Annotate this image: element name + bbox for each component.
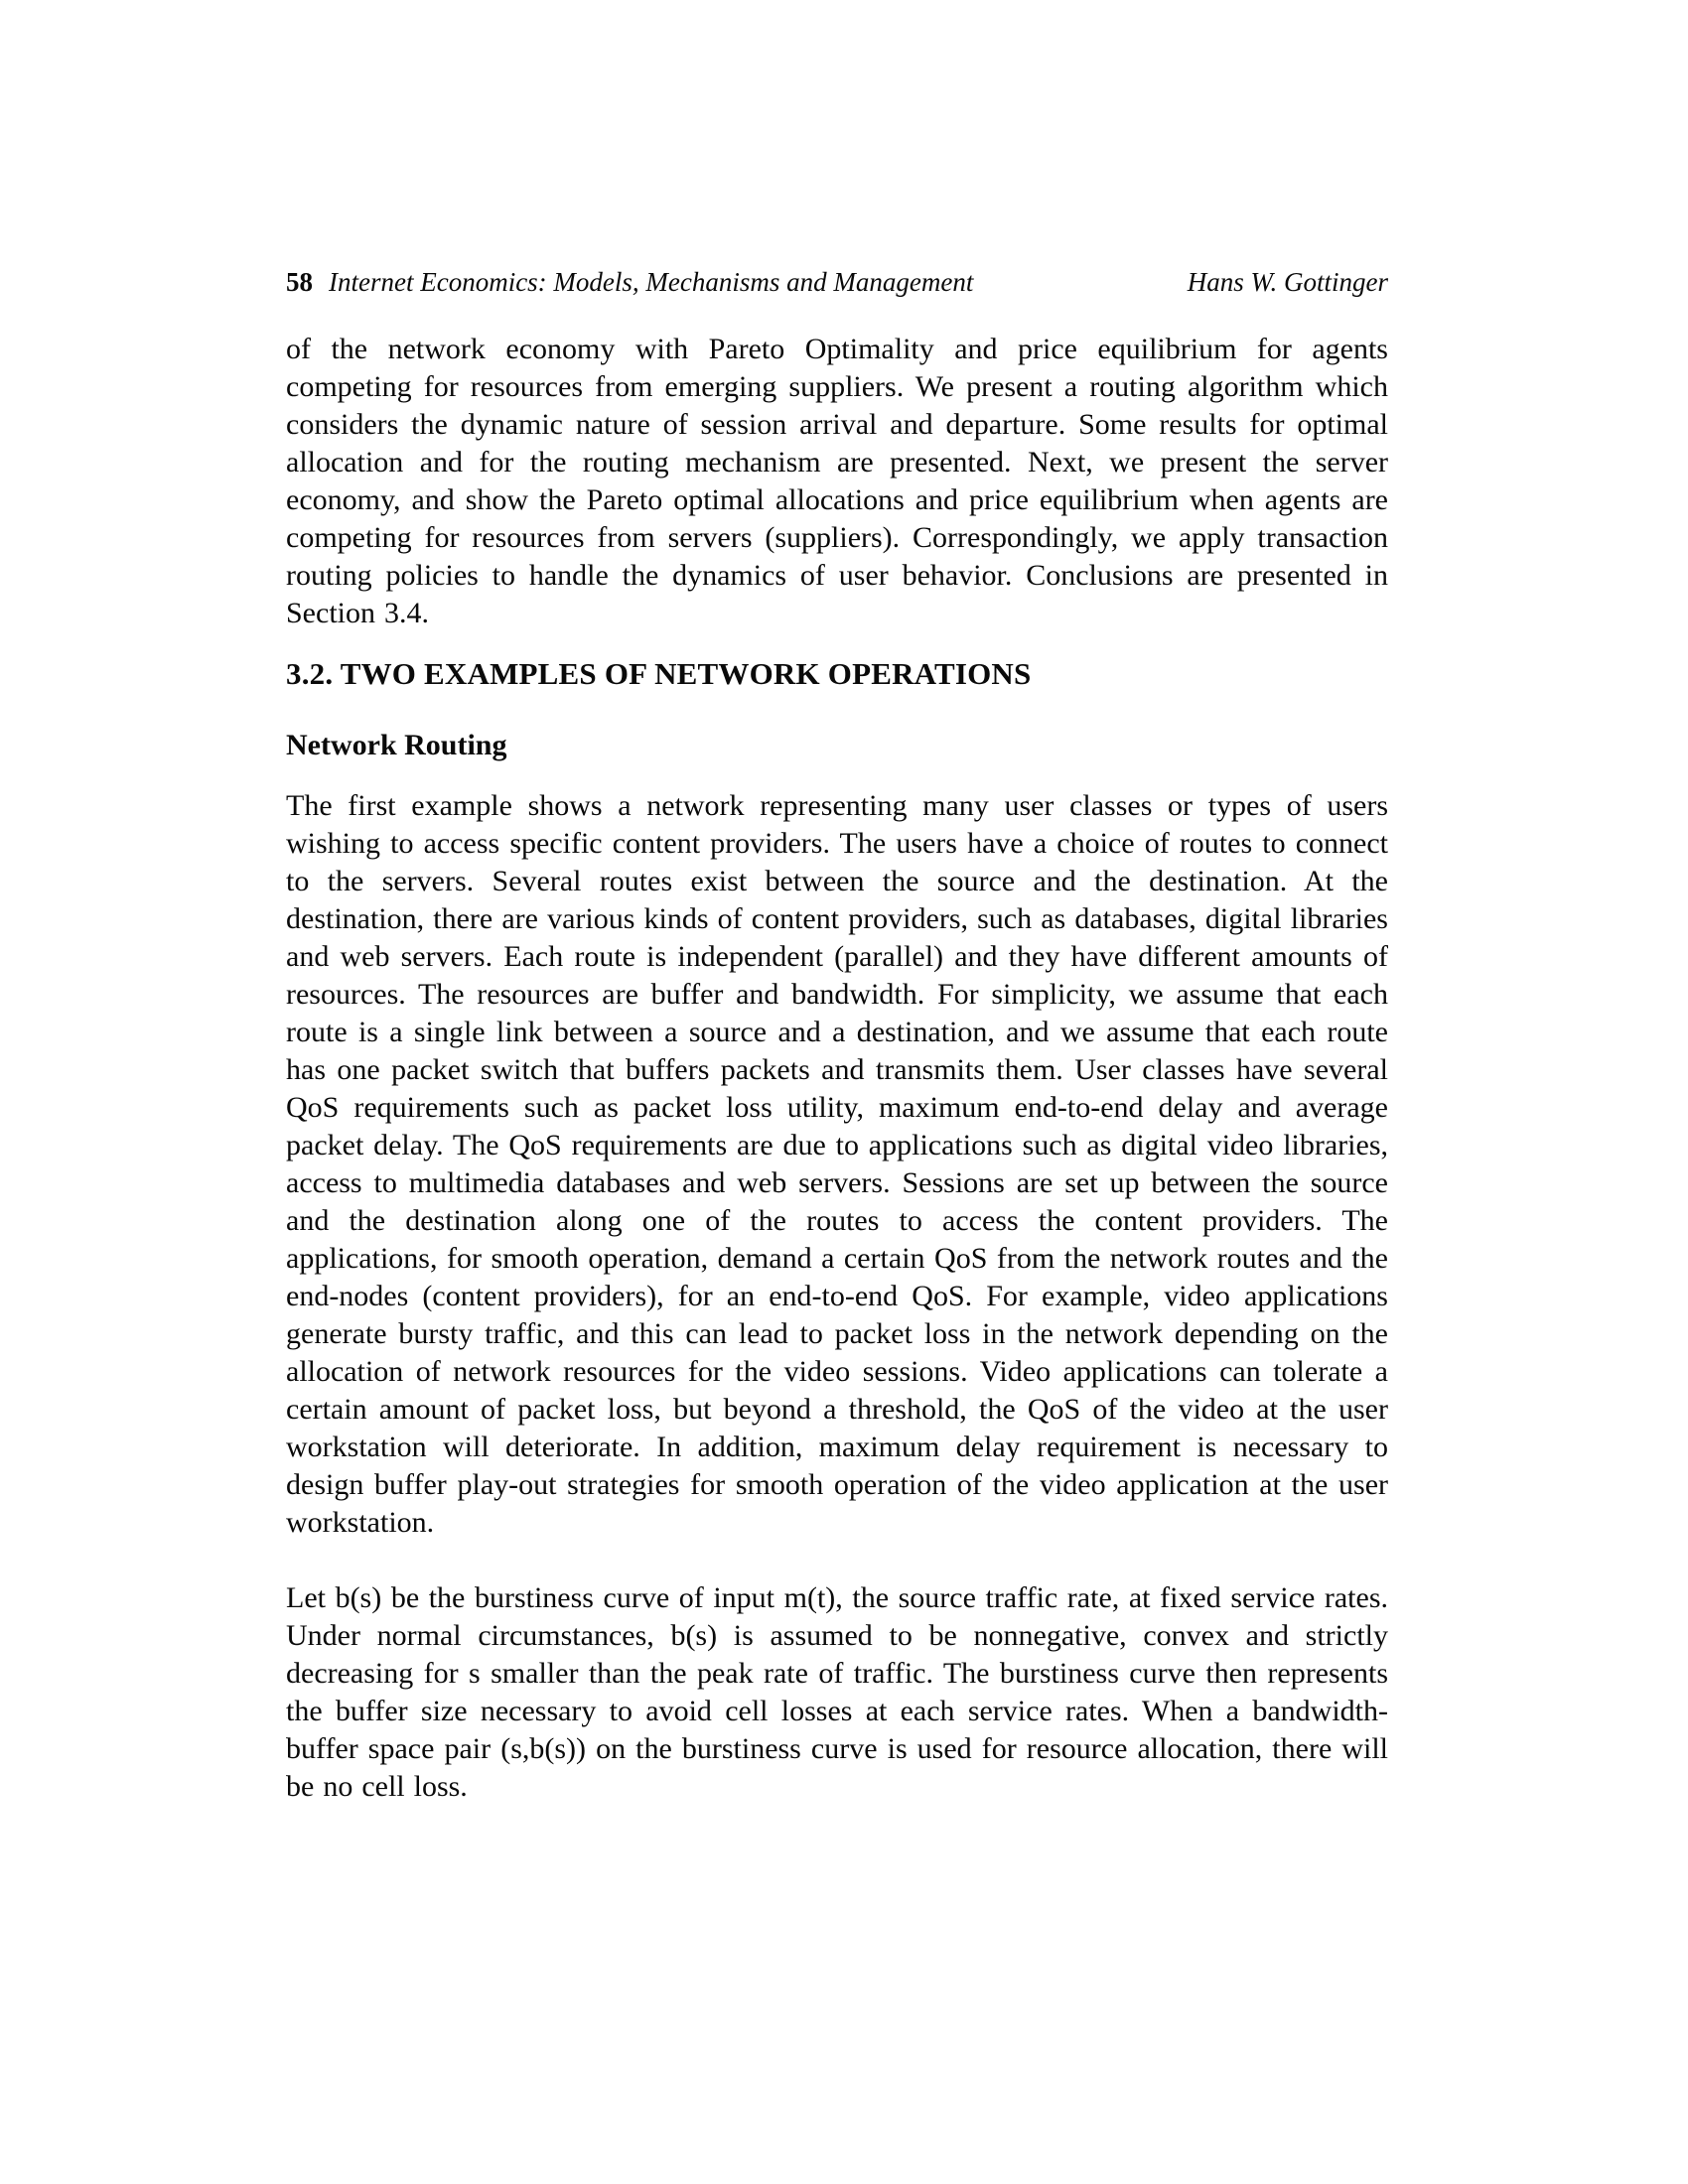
- section-heading: 3.2. TWO EXAMPLES OF NETWORK OPERATIONS: [286, 656, 1032, 691]
- page-number: 58: [286, 267, 313, 297]
- paragraph-network-routing: The first example shows a network representing many user classes or types of users wishing to access specific content providers. The users have a choice of routes to connect to the servers. Several routes exist between the source and the destination. At the destination, there are various kinds of content providers, such as databases, digital libraries and web servers. Each route is independent (parallel) and they have different amounts of resources. The resources are buffer and bandwidth. For simplicity, we assume that each route is a single link between a source and a destination, and we assume that each route has one packet switch that buffers packets and transmits them. User classes have several QoS requirements such as packet loss utility, maximum end-to-end delay and average packet delay. The QoS requirements are due to applications such as digital video libraries, access to multimedia databases and web servers. Sessions are set up between the source and the destination along one of the routes to access the content providers. The applications, for smooth operation, demand a certain QoS from the network routes and the end-nodes (content providers), for an end-to-end QoS. For example, video applications generate bursty traffic, and this can lead to packet loss in the network depending on the allocation of network resources for the video sessions. Video applications can tolerate a certain amount of packet loss, but beyond a threshold, the QoS of the video at the user workstation will deteriorate. In addition, maximum delay requirement is necessary to design buffer play-out strategies for smooth operation of the video application at the user workstation.: [286, 789, 1388, 1539]
- running-author: Hans W. Gottinger: [1187, 267, 1388, 297]
- subsection-heading: Network Routing: [286, 729, 507, 761]
- running-header: [286, 266, 1388, 298]
- page-content: [286, 266, 1388, 1806]
- intro-paragraph: of the network economy with Pareto Optimality and price equilibrium for agents competing for resources from emerging suppliers. We present a routing algorithm which considers the dynamic nature of session arrival and departure. Some results for optimal allocation and for the routing mechanism are presented. Next, we present the server economy, and show the Pareto optimal allocations and price equilibrium when agents are competing for resources from servers (suppliers). Correspondingly, we apply transaction routing policies to handle the dynamics of user behavior. Conclusions are presented in Section 3.4.: [286, 333, 1388, 629]
- running-header-left: [286, 266, 973, 298]
- paragraph-burstiness-curve: Let b(s) be the burstiness curve of input m(t), the source traffic rate, at fixed service rates. Under normal circumstances, b(s) is assumed to be nonnegative, convex and strictly decreasing for s smaller than the peak rate of traffic. The burstiness curve then represents the buffer size necessary to avoid cell losses at each service rates. When a bandwidth-buffer space pair (s,b(s)) on the burstiness curve is used for resource allocation, there will be no cell loss.: [286, 1581, 1388, 1803]
- running-book-title: Internet Economics: Models, Mechanisms and Management: [329, 267, 974, 297]
